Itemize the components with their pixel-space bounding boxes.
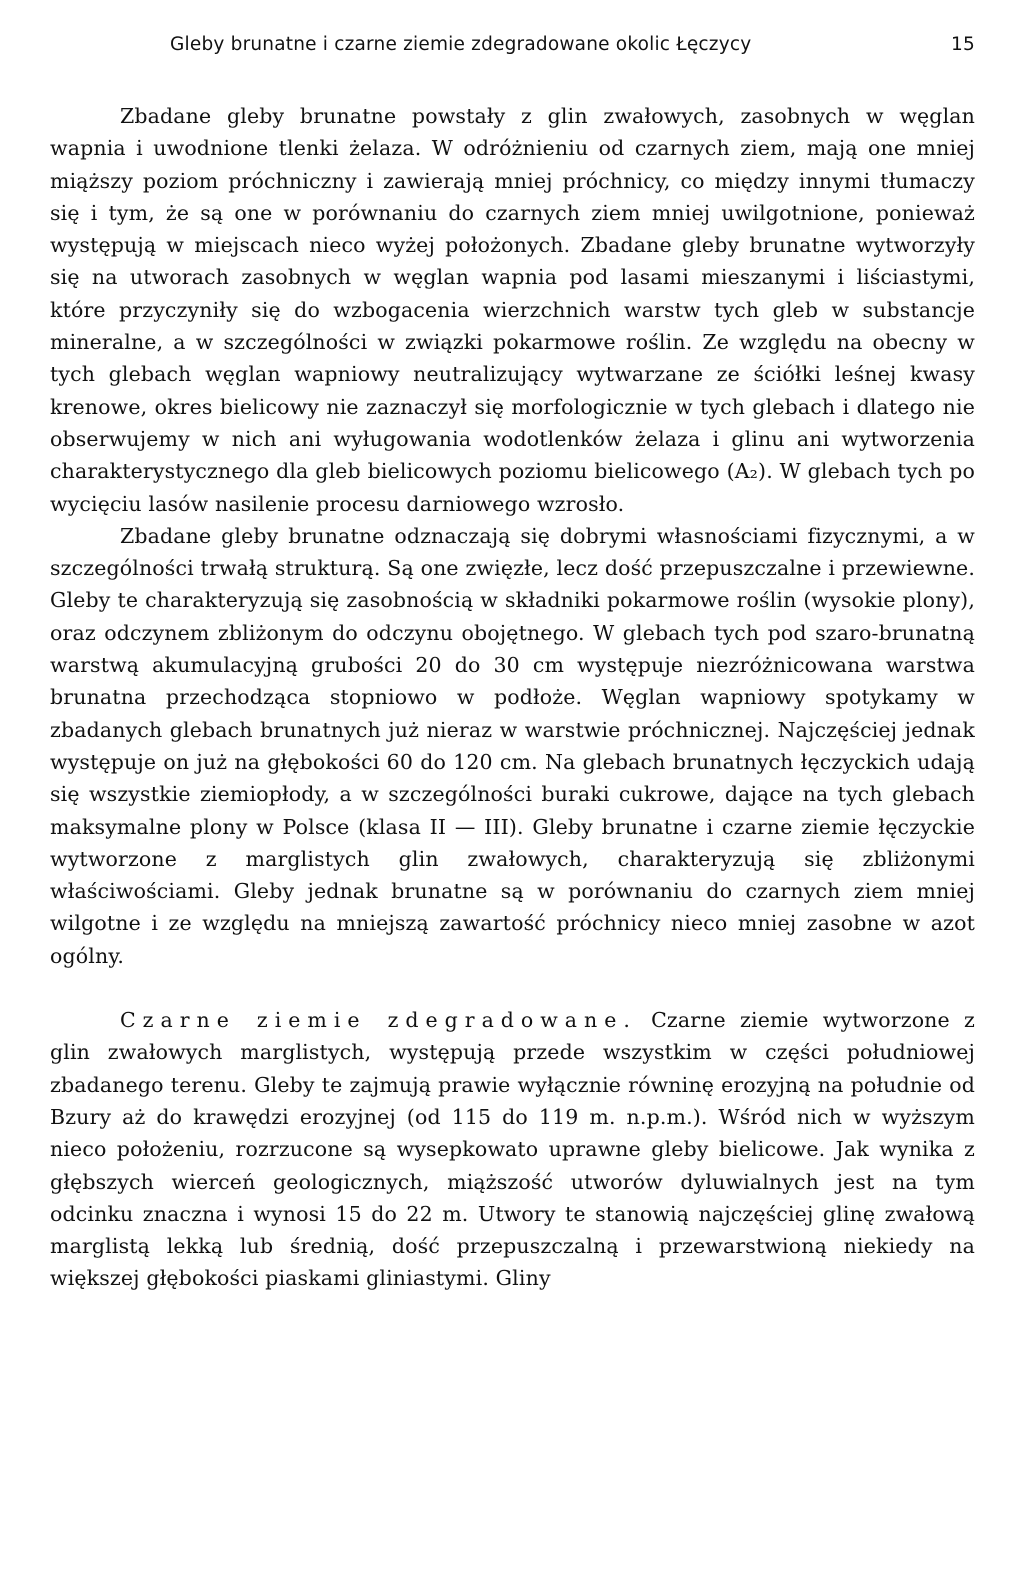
running-title: Gleby brunatne i czarne ziemie zdegradowane okolic Łęczycy <box>170 34 752 55</box>
paragraph: Zbadane gleby brunatne powstały z glin zwałowych, zasobnych w węglan wapnia i uwodnione tlenki żelaza. W odróżnieniu od czarnych ziem, mają one mniej miąższy poziom próchniczny i zawierają mniej próchnicy, co między innymi tłumaczy się i tym, że są one w porównaniu do czarnych ziem mniej uwilgotnione, ponieważ występują w miejscach nieco wyżej położonych. Zbadane gleby brunatne wytworzyły się na utworach zasobnych w węglan wapnia pod lasami mieszanymi i liściastymi, które przyczyniły się do wzbogacenia wierzchnich warstw tych gleb w substancje mineralne, a w szczególności w związki pokarmowe roślin. Ze względu na obecny w tych glebach węglan wapniowy neutralizujący wytwarzane ze ściółki leśnej kwasy krenowe, okres bielicowy nie zaznaczył się morfologicznie w tych glebach i dlatego nie obserwujemy w nich ani wyługowania wodotlenków żelaza i glinu ani wytworzenia charakterystycznego dla gleb bielicowych poziomu bielicowego (A₂). W glebach tych po wycięciu lasów nasilenie procesu darniowego wzrosło. <box>50 104 975 516</box>
paragraph: Zbadane gleby brunatne odznaczają się dobrymi własnościami fizycznymi, a w szczególności trwałą strukturą. Są one zwięzłe, lecz dość przepuszczalne i przewiewne. Gleby te charakteryzują się zasobnością w składniki pokarmowe roślin (wysokie plony), oraz odczynem zbliżonym do odczynu obojętnego. W glebach tych pod szaro-brunatną warstwą akumulacyjną grubości 20 do 30 cm występuje niezróżnicowana warstwa brunatna przechodząca stopniowo w podłoże. Węglan wapniowy spotykamy w zbadanych glebach brunatnych już nieraz w warstwie próchnicznej. Najczęściej jednak występuje on już na głębokości 60 do 120 cm. Na glebach brunatnych łęczyckich udają się wszystkie ziemiopłody, a w szczególności buraki cukrowe, dające na tych glebach maksymalne plony w Polsce (klasa II — III). Gleby brunatne i czarne ziemie łęczyckie wytworzone z marglistych glin zwałowych, charakteryzują się zbliżonymi właściwościami. Gleby jednak brunatne są w porównaniu do czarnych ziem mniej wilgotne i ze względu na mniejszą zawartość próchnicy nieco mniej zasobne w azot ogólny. <box>50 523 975 968</box>
section-body: Czarne ziemie wytworzone z glin zwałowych marglistych, występują przede wszystkim w części południowej zbadanego terenu. Gleby te zajmują prawie wyłącznie równinę erozyjną na południe od Bzury aż do krawędzi erozyjnej (od 115 do 119 m. n.p.m.). Wśród nich w wyższym nieco położeniu, rozrzucone są wysepkowato uprawne gleby bielicowe. Jak wynika z głębszych wierceń geologicznych, miąższość utworów dyluwialnych jest na tym odcinku znaczna i wynosi 15 do 22 m. Utwory te stanowią najczęściej glinę zwałową marglistą lekką lub średnią, dość przepuszczalną i przewarstwioną niekiedy na większej głębokości piaskami gliniastymi. Gliny <box>50 1008 975 1291</box>
body-text <box>50 100 975 1295</box>
section-paragraph <box>50 1004 975 1295</box>
document-page <box>50 30 975 1295</box>
running-header <box>50 30 975 70</box>
page-number: 15 <box>951 34 975 55</box>
section-heading: Czarne ziemie zdegradowane. <box>120 1008 637 1033</box>
